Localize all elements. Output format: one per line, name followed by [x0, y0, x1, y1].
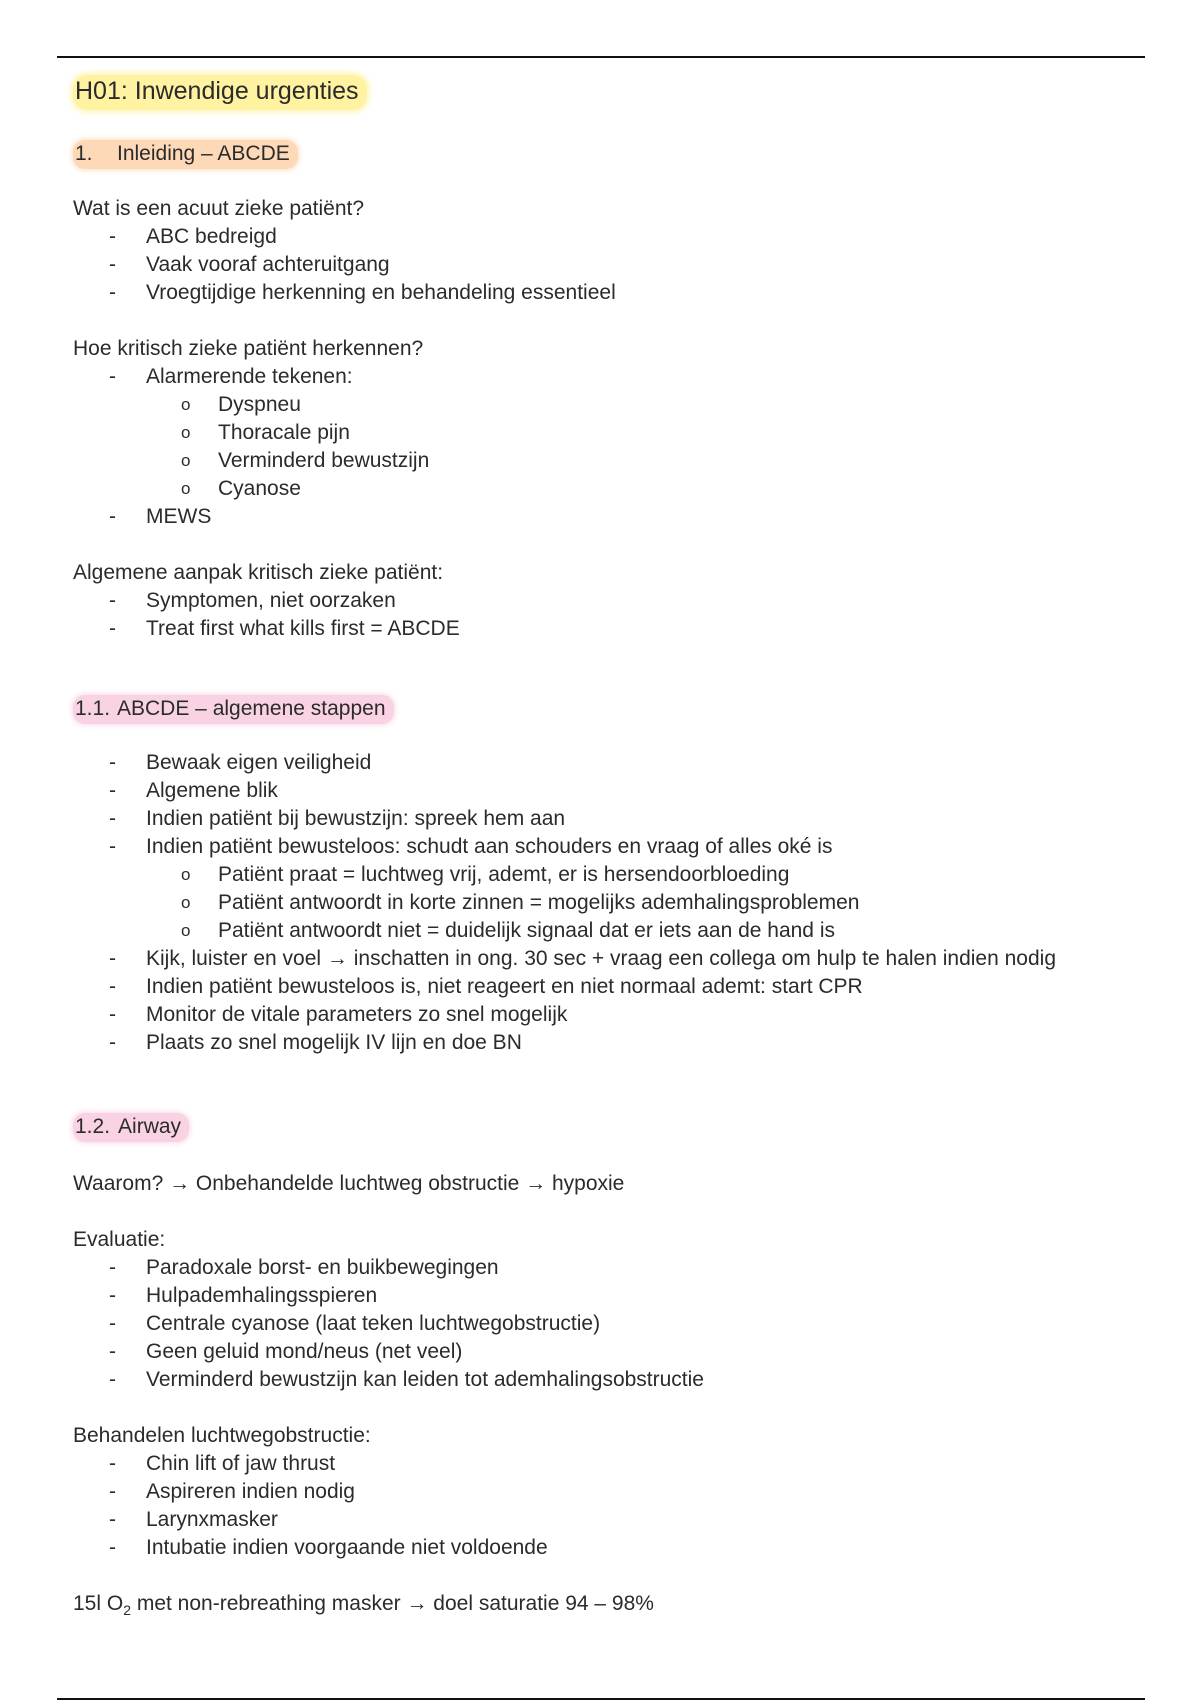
evaluation-label: Evaluatie: [73, 1228, 166, 1251]
list-item: - Algemene blik [109, 779, 278, 802]
section-heading-1-1: 1.1. ABCDE – algemene stappen [73, 695, 394, 724]
list-item: - Indien patiënt bewusteloos: schudt aan schouders en vraag of alles oké is [109, 835, 833, 858]
question-acute: Wat is een acuut zieke patiënt? [73, 197, 365, 220]
list-item: - Centrale cyanose (laat teken luchtwegobstructie) [109, 1312, 601, 1335]
sub-list-item: o Cyanose [181, 477, 301, 500]
list-item: - Monitor de vitale parameters zo snel mogelijk [109, 1003, 568, 1026]
list-item: - Plaats zo snel mogelijk IV lijn en doe BN [109, 1031, 522, 1054]
sub-list-item: o Verminderd bewustzijn [181, 449, 430, 472]
list-item: - Aspireren indien nodig [109, 1480, 355, 1503]
list-item: - Intubatie indien voorgaande niet voldoende [109, 1536, 548, 1559]
list-item: - Alarmerende tekenen: [109, 365, 353, 388]
section-heading-1-2: 1.2. Airway [73, 1113, 189, 1142]
question-critical: Hoe kritisch zieke patiënt herkennen? [73, 337, 424, 360]
list-item: - Geen geluid mond/neus (net veel) [109, 1340, 463, 1363]
list-item: - Treat first what kills first = ABCDE [109, 617, 460, 640]
question-approach: Algemene aanpak kritisch zieke patiënt: [73, 561, 444, 584]
list-item: - Larynxmasker [109, 1508, 278, 1531]
list-item: - MEWS [109, 505, 212, 528]
sub-list-item: o Thoracale pijn [181, 421, 350, 444]
list-item: - Indien patiënt bewusteloos is, niet reageert en niet normaal ademt: start CPR [109, 975, 863, 998]
list-item: - Vaak vooraf achteruitgang [109, 253, 390, 276]
document-content [73, 70, 1133, 1624]
sub-list-item: o Patiënt praat = luchtweg vrij, ademt, er is hersendoorbloeding [181, 863, 790, 886]
list-evaluation [73, 1254, 1133, 1394]
sub-list-item: o Patiënt antwoordt niet = duidelijk signaal dat er iets aan de hand is [181, 919, 835, 942]
list-abcde-steps [73, 749, 1133, 1057]
top-rule [57, 56, 1145, 58]
list-item: - Paradoxale borst- en buikbewegingen [109, 1256, 499, 1279]
list-item: - Verminderd bewustzijn kan leiden tot ademhalingsobstructie [109, 1368, 704, 1391]
list-item: - Hulpademhalingsspieren [109, 1284, 378, 1307]
list-treatment [73, 1450, 1133, 1562]
sub-list-item: o Dyspneu [181, 393, 301, 416]
list-acute [73, 223, 1133, 307]
section-heading-1: 1. Inleiding – ABCDE [73, 140, 298, 169]
list-item: - Chin lift of jaw thrust [109, 1452, 336, 1475]
list-item: - Bewaak eigen veiligheid [109, 751, 372, 774]
list-item: - ABC bedreigd [109, 225, 277, 248]
airway-why: Waarom? → Onbehandelde luchtweg obstructie → hypoxie [73, 1172, 625, 1195]
list-item: - Indien patiënt bij bewustzijn: spreek hem aan [109, 807, 566, 830]
list-item: - Vroegtijdige herkenning en behandeling essentieel [109, 281, 616, 304]
sub-list-item: o Patiënt antwoordt in korte zinnen = mogelijks ademhalingsproblemen [181, 891, 860, 914]
list-item: - Kijk, luister en voel → inschatten in ong. 30 sec + vraag een collega om hulp te halen indien nodig [109, 947, 1056, 970]
list-critical [73, 363, 1133, 531]
treatment-label: Behandelen luchtwegobstructie: [73, 1424, 371, 1447]
oxygen-line: 15l $O_2$ met non-rebreathing masker → doel saturatie 94 – 98% [73, 1592, 654, 1619]
list-approach [73, 587, 1133, 643]
list-item: - Symptomen, niet oorzaken [109, 589, 396, 612]
page-title: H01: Inwendige urgenties [73, 75, 367, 110]
